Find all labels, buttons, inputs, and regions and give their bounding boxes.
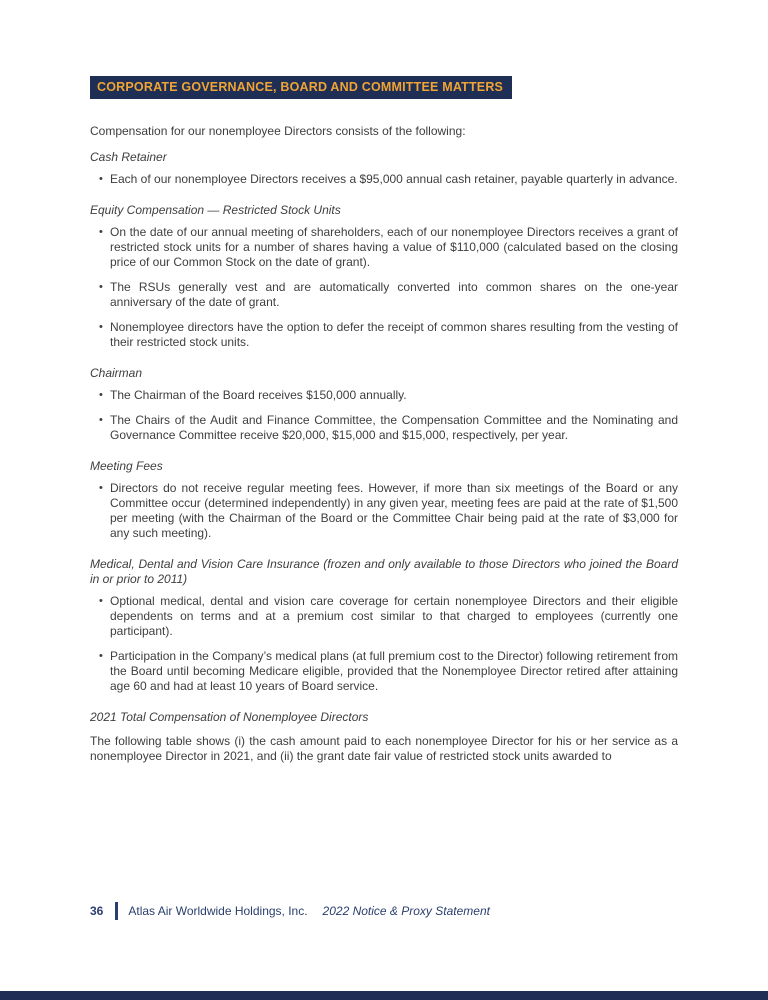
section-banner-heading: CORPORATE GOVERNANCE, BOARD AND COMMITTEE MATTERS — [90, 76, 512, 99]
bullet-item: • Nonemployee directors have the option to defer the receipt of common shares resulting from the vesting of their restricted stock units. — [90, 320, 678, 350]
bullet-item: • The Chairman of the Board receives $150,000 annually. — [90, 388, 678, 403]
section-heading: 2021 Total Compensation of Nonemployee Directors — [90, 710, 369, 724]
intro-paragraph: Compensation for our nonemployee Directors consists of the following: — [90, 124, 466, 138]
section-heading: Equity Compensation — Restricted Stock Units — [90, 203, 341, 217]
bullet-list — [90, 225, 678, 350]
section-chairman — [90, 366, 678, 443]
bullet-item: • Optional medical, dental and vision care coverage for certain nonemployee Directors and their eligible dependents on terms and at a premium cost similar to that charged to employees (currently one participant). — [90, 594, 678, 639]
section-paragraph: The following table shows (i) the cash amount paid to each nonemployee Director for his or her service as a nonemployee Director in 2021, and (ii) the grant date fair value of restricted stock units awarded to — [90, 734, 678, 763]
section-heading: Medical, Dental and Vision Care Insurance (frozen and only available to those Directors who joined the Board in or prior to 2011) — [90, 557, 678, 586]
bullet-item: • On the date of our annual meeting of shareholders, each of our nonemployee Directors receives a grant of restricted stock units for a number of shares having a value of $110,000 (calculated based on the closing price of our Common Stock on the date of grant). — [90, 225, 678, 270]
section-heading: Meeting Fees — [90, 459, 163, 473]
bullet-item: • The RSUs generally vest and are automatically converted into common shares on the one-year anniversary of the date of grant. — [90, 280, 678, 310]
document-title: 2022 Notice & Proxy Statement — [322, 903, 490, 918]
footer-divider — [115, 902, 118, 920]
bullet-item: • Each of our nonemployee Directors receives a $95,000 annual cash retainer, payable quarterly in advance. — [90, 172, 678, 187]
section-medical-insurance — [90, 557, 678, 694]
bullet-item: • The Chairs of the Audit and Finance Committee, the Compensation Committee and the Nominating and Governance Committee receive $20,000, $15,000 and $15,000, respectively, per year. — [90, 413, 678, 443]
bullet-item: • Participation in the Company’s medical plans (at full premium cost to the Director) following retirement from the Board until becoming Medicare eligible, provided that the Nonemployee Director retired after attaining age 60 and had at least 10 years of Board service. — [90, 649, 678, 694]
section-equity-compensation — [90, 203, 678, 350]
bottom-accent-bar — [0, 991, 768, 1000]
company-name: Atlas Air Worldwide Holdings, Inc. — [128, 903, 308, 918]
section-cash-retainer — [90, 150, 678, 187]
bullet-list — [90, 594, 678, 694]
page-footer — [90, 902, 490, 920]
section-heading: Chairman — [90, 366, 143, 380]
bullet-list — [90, 172, 678, 187]
bullet-list — [90, 388, 678, 443]
page-number: 36 — [90, 903, 104, 918]
section-meeting-fees — [90, 459, 678, 541]
section-2021-total-compensation — [90, 710, 678, 764]
section-heading: Cash Retainer — [90, 150, 167, 164]
bullet-item: • Directors do not receive regular meeting fees. However, if more than six meetings of the Board or any Committee occur (determined independently) in any given year, meeting fees are paid at the rate of $1,500 per meeting (with the Chairman of the Board or the Committee Chair being paid at the rate of $3,000 for any such meeting). — [90, 481, 678, 541]
bullet-list — [90, 481, 678, 541]
